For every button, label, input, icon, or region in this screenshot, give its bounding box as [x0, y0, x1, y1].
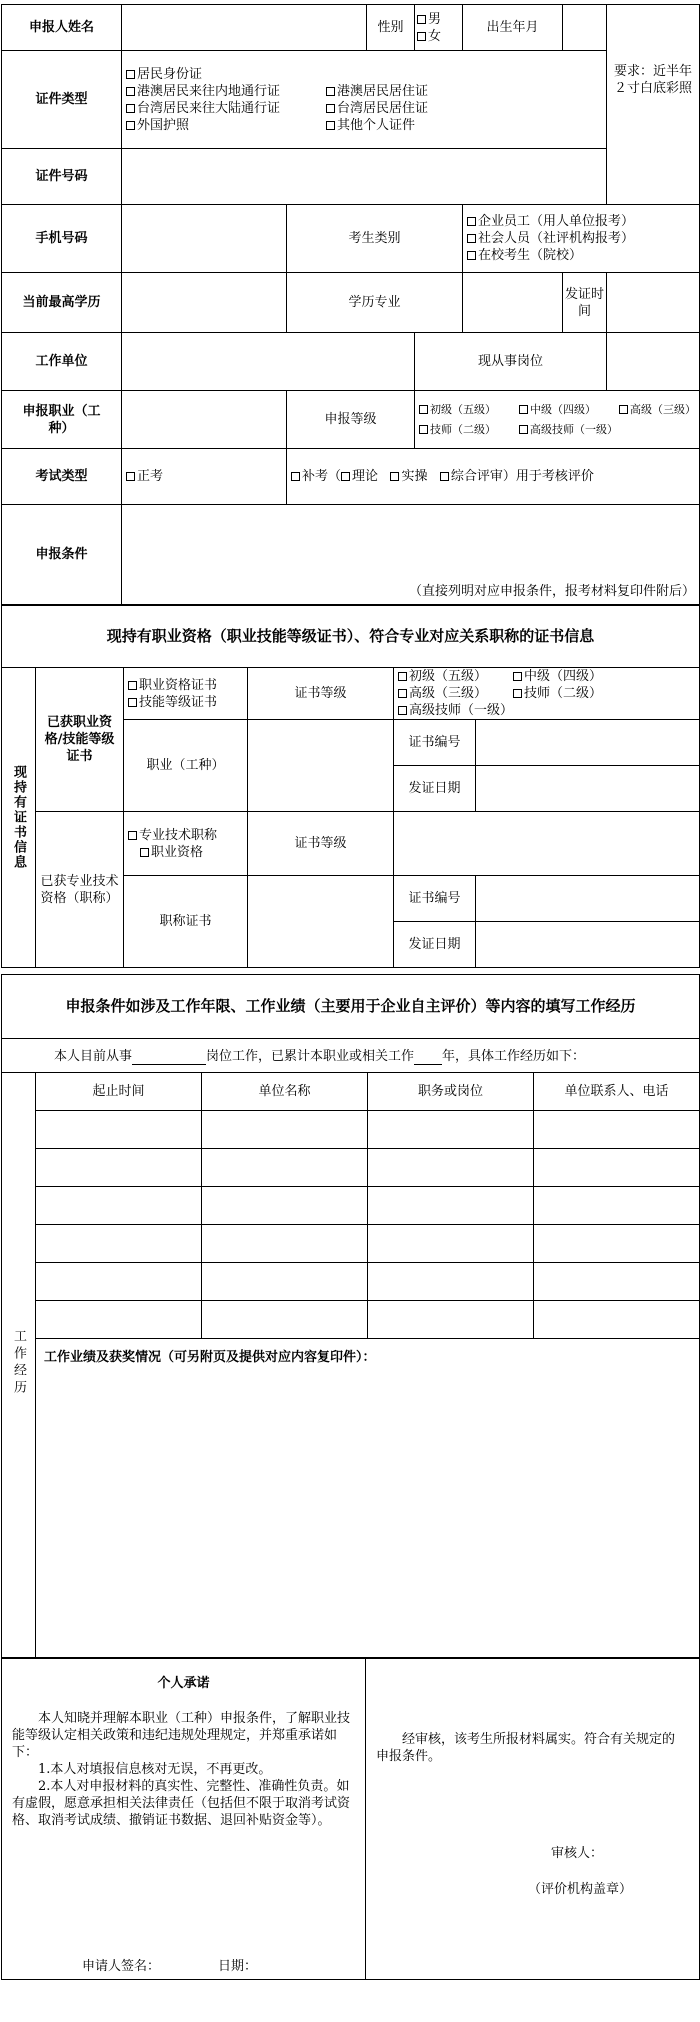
contact-cell[interactable]	[534, 1301, 700, 1339]
employer-label: 工作单位	[2, 333, 122, 391]
work-side-label: 工作经历	[2, 1073, 36, 1658]
checkbox-icon	[326, 121, 335, 130]
checkbox-icon	[417, 15, 426, 24]
level-option[interactable]: 高级技师（一级）	[519, 421, 619, 439]
checkbox-icon	[398, 672, 407, 681]
checkbox-icon	[440, 472, 449, 481]
phone-label: 手机号码	[2, 205, 122, 273]
exam-theory-option[interactable]: 理论	[341, 469, 378, 484]
checkbox-icon	[128, 831, 137, 840]
cert-level-option[interactable]: 技师（二级）	[513, 685, 628, 702]
prof-cert-no-field[interactable]	[476, 876, 700, 922]
cert-date-field[interactable]	[607, 273, 700, 333]
checkbox-icon	[519, 405, 528, 414]
skill-issue-date-label: 发证日期	[394, 766, 476, 812]
cert-level-option[interactable]: 高级技师（一级）	[398, 702, 513, 719]
pledge-paragraph-3: 2.本人对申报材料的真实性、完整性、准确性负责。如有虚假，愿意承担相关法律责任（包括但不限于取消考试资格、取消考试成绩、撤销证书数据、退回补贴资金等）。	[12, 1778, 351, 1828]
prof-title-options	[124, 812, 248, 876]
candidate-type-option[interactable]: 在校考生（院校）	[467, 247, 695, 264]
gender-label: 性别	[367, 5, 415, 51]
employer-cell[interactable]	[202, 1187, 368, 1225]
work-history-table	[1, 974, 700, 1658]
gender-female-option[interactable]: 女	[417, 28, 460, 45]
title-cert-field[interactable]	[248, 876, 394, 968]
level-option[interactable]: 技师（二级）	[419, 421, 519, 439]
checkbox-icon	[519, 425, 528, 434]
id-type-option[interactable]: 港澳居民居住证	[326, 83, 526, 100]
candidate-type-options	[463, 205, 700, 273]
table-row	[2, 1263, 700, 1301]
prof-cert-level-label: 证书等级	[248, 812, 394, 876]
position-cell[interactable]	[368, 1225, 534, 1263]
major-label: 学历专业	[287, 273, 463, 333]
achievements-field[interactable]	[36, 1339, 700, 1657]
id-type-option[interactable]: 台湾居民居住证	[326, 100, 526, 117]
title-cert-label: 职称证书	[124, 876, 248, 968]
pledge-title: 个人承诺	[157, 1675, 210, 1691]
skill-cert-label: 已获职业资格/技能等级证书	[36, 668, 124, 812]
checkbox-icon	[513, 689, 522, 698]
birth-field[interactable]	[563, 5, 607, 51]
employer-cell[interactable]	[202, 1301, 368, 1339]
checkbox-icon	[140, 848, 149, 857]
col-contact-header: 单位联系人、电话	[534, 1073, 700, 1111]
contact-cell[interactable]	[534, 1111, 700, 1149]
checkbox-icon	[128, 698, 137, 707]
id-type-option[interactable]: 港澳居民来往内地通行证	[126, 83, 326, 100]
occupation-label: 申报职业（工种）	[2, 391, 122, 449]
checkbox-icon	[291, 472, 300, 481]
occupation-field[interactable]	[122, 391, 287, 449]
signature-field[interactable]	[160, 1958, 218, 1975]
signature-label: 申请人签名：	[82, 1958, 161, 1974]
candidate-type-option[interactable]: 社会人员（社评机构报考）	[467, 230, 695, 247]
checkbox-icon	[419, 405, 428, 414]
checkbox-icon	[419, 425, 428, 434]
position-cell[interactable]	[368, 1149, 534, 1187]
skill-cert-level-options	[394, 668, 700, 720]
prof-title-label: 已获专业技术资格（职称）	[36, 812, 124, 968]
skill-cert-level-label: 证书等级	[248, 668, 394, 720]
exam-practice-option[interactable]: 实操	[390, 469, 427, 484]
reviewer-label: 审核人：	[551, 1845, 604, 1861]
employer-cell[interactable]	[202, 1225, 368, 1263]
prof-title-option[interactable]: 职业资格	[128, 844, 243, 861]
position-cell[interactable]	[368, 1111, 534, 1149]
id-number-label: 证件号码	[2, 149, 122, 205]
id-type-option[interactable]: 居民身份证	[126, 66, 326, 83]
table-row	[2, 1187, 700, 1225]
skill-cert-options	[124, 668, 248, 720]
checkbox-icon	[126, 87, 135, 96]
name-label: 申报人姓名	[2, 5, 122, 51]
checkbox-icon	[398, 706, 407, 715]
contact-cell[interactable]	[534, 1225, 700, 1263]
work-section-title: 申报条件如涉及工作年限、工作业绩（主要用于企业自主评价）等内容的填写工作经历	[2, 975, 700, 1039]
exam-makeup-option[interactable]: 补考（	[291, 469, 341, 484]
prof-issue-date-field[interactable]	[476, 922, 700, 968]
id-type-label: 证件类型	[2, 51, 122, 149]
id-type-options	[122, 51, 607, 149]
col-employer-header: 单位名称	[202, 1073, 368, 1111]
table-row	[2, 1111, 700, 1149]
prof-cert-no-label: 证书编号	[394, 876, 476, 922]
period-cell[interactable]	[36, 1149, 202, 1187]
contact-cell[interactable]	[534, 1149, 700, 1187]
position-cell[interactable]	[368, 1187, 534, 1225]
checkbox-icon	[513, 672, 522, 681]
level-option[interactable]: 高级（三级）	[619, 401, 700, 419]
contact-cell[interactable]	[534, 1263, 700, 1301]
current-post-field[interactable]	[132, 1047, 206, 1065]
id-type-option[interactable]: 外国护照	[126, 117, 326, 134]
exam-review-option[interactable]: 综合评审）用于考核评价	[440, 469, 594, 484]
checkbox-icon	[128, 681, 137, 690]
prof-issue-date-label: 发证日期	[394, 922, 476, 968]
cert-level-option[interactable]: 初级（五级）	[398, 668, 513, 685]
work-intro: 本人目前从事 岗位工作，已累计本职业或相关工作 年，具体工作经历如下：	[2, 1039, 700, 1073]
level-option[interactable]: 中级（四级）	[519, 401, 619, 419]
prof-cert-level-field[interactable]	[394, 812, 700, 876]
checkbox-icon	[467, 234, 476, 243]
conditions-field[interactable]	[122, 505, 700, 605]
id-type-option[interactable]: 其他个人证件	[326, 117, 526, 134]
level-label: 申报等级	[287, 391, 415, 449]
checkbox-icon	[326, 104, 335, 113]
major-field[interactable]	[463, 273, 563, 333]
photo-note: 要求：近半年２寸白底彩照	[613, 64, 692, 96]
candidate-type-option[interactable]: 企业员工（用人单位报考）	[467, 213, 695, 230]
birth-label: 出生年月	[463, 5, 563, 51]
period-cell[interactable]	[36, 1301, 202, 1339]
id-number-field[interactable]	[122, 149, 607, 205]
checkbox-icon	[467, 217, 476, 226]
col-period-header: 起止时间	[36, 1073, 202, 1111]
contact-cell[interactable]	[534, 1187, 700, 1225]
exam-regular-option[interactable]: 正考	[122, 449, 287, 505]
cert-date-label: 发证时间	[563, 273, 607, 333]
checkbox-icon	[390, 472, 399, 481]
phone-field[interactable]	[122, 205, 287, 273]
level-option[interactable]: 初级（五级）	[419, 401, 519, 419]
exam-type-label: 考试类型	[2, 449, 122, 505]
exam-makeup-options	[287, 449, 700, 505]
achievements-label: 工作业绩及获奖情况（可另附页及提供对应内容复印件）：	[44, 1350, 376, 1365]
date-label: 日期：	[218, 1958, 258, 1974]
period-cell[interactable]	[36, 1225, 202, 1263]
pledge-cell	[2, 1658, 366, 1979]
pledge-paragraph-1: 本人知晓并理解本职业（工种）申报条件，了解职业技能等级认定相关政策和违纪违规处理规定，并郑重承诺如下：	[12, 1710, 351, 1760]
signature-line	[82, 1958, 257, 1975]
checkbox-icon	[126, 70, 135, 79]
checkbox-icon	[417, 32, 426, 41]
certificates-table	[1, 605, 700, 968]
name-field[interactable]	[122, 5, 367, 51]
checkbox-icon	[126, 104, 135, 113]
col-position-header: 职务或岗位	[368, 1073, 534, 1111]
position-label: 现从事岗位	[415, 333, 607, 391]
checkbox-icon	[398, 689, 407, 698]
prof-title-option[interactable]: 专业技术职称	[128, 827, 243, 844]
gender-male-option[interactable]: 男	[417, 11, 460, 28]
table-row	[2, 1225, 700, 1263]
skill-cert-option[interactable]: 职业资格证书	[128, 677, 243, 694]
photo-box	[607, 5, 700, 205]
pledge-paragraph-2: 1.本人对填报信息核对无误，不再更改。	[38, 1761, 272, 1777]
candidate-type-label: 考生类别	[287, 205, 463, 273]
id-type-option[interactable]: 台湾居民来往大陆通行证	[126, 100, 326, 117]
review-text: 经审核，该考生所报材料属实。符合有关规定的申报条件。	[376, 1731, 676, 1764]
skill-cert-no-label: 证书编号	[394, 720, 476, 766]
education-field[interactable]	[122, 273, 287, 333]
position-field[interactable]	[607, 333, 700, 391]
employer-cell[interactable]	[202, 1149, 368, 1187]
checkbox-icon	[126, 121, 135, 130]
skill-occupation-label: 职业（工种）	[124, 720, 248, 812]
skill-cert-option[interactable]: 技能等级证书	[128, 694, 243, 711]
years-field[interactable]	[414, 1047, 442, 1065]
checkbox-icon	[467, 251, 476, 260]
cert-level-option[interactable]: 高级（三级）	[398, 685, 513, 702]
table-row	[2, 1301, 700, 1339]
period-cell[interactable]	[36, 1111, 202, 1149]
employer-field[interactable]	[122, 333, 415, 391]
certificates-section-title: 现持有职业资格（职业技能等级证书）、符合专业对应关系职称的证书信息	[2, 606, 700, 668]
checkbox-icon	[126, 472, 135, 481]
cert-level-option[interactable]: 中级（四级）	[513, 668, 628, 685]
table-row	[2, 1149, 700, 1187]
basic-info-table	[1, 4, 700, 605]
skill-cert-no-field[interactable]	[476, 720, 700, 766]
gender-options	[415, 5, 463, 51]
employer-cell[interactable]	[202, 1111, 368, 1149]
level-options	[415, 391, 700, 449]
review-cell	[366, 1658, 700, 1979]
education-label: 当前最高学历	[2, 273, 122, 333]
skill-issue-date-field[interactable]	[476, 766, 700, 812]
skill-occupation-field[interactable]	[248, 720, 394, 812]
period-cell[interactable]	[36, 1263, 202, 1301]
position-cell[interactable]	[368, 1301, 534, 1339]
checkbox-icon	[326, 87, 335, 96]
period-cell[interactable]	[36, 1187, 202, 1225]
conditions-label: 申报条件	[2, 505, 122, 605]
checkbox-icon	[619, 405, 628, 414]
seal-label: （评价机构盖章）	[528, 1881, 633, 1897]
checkbox-icon	[341, 472, 350, 481]
employer-cell[interactable]	[202, 1263, 368, 1301]
position-cell[interactable]	[368, 1263, 534, 1301]
conditions-note: （直接列明对应申报条件，报考材料复印件附后）	[408, 584, 695, 599]
pledge-table	[1, 1658, 700, 1980]
certificates-side-label: 现持有证书信息	[2, 668, 36, 968]
